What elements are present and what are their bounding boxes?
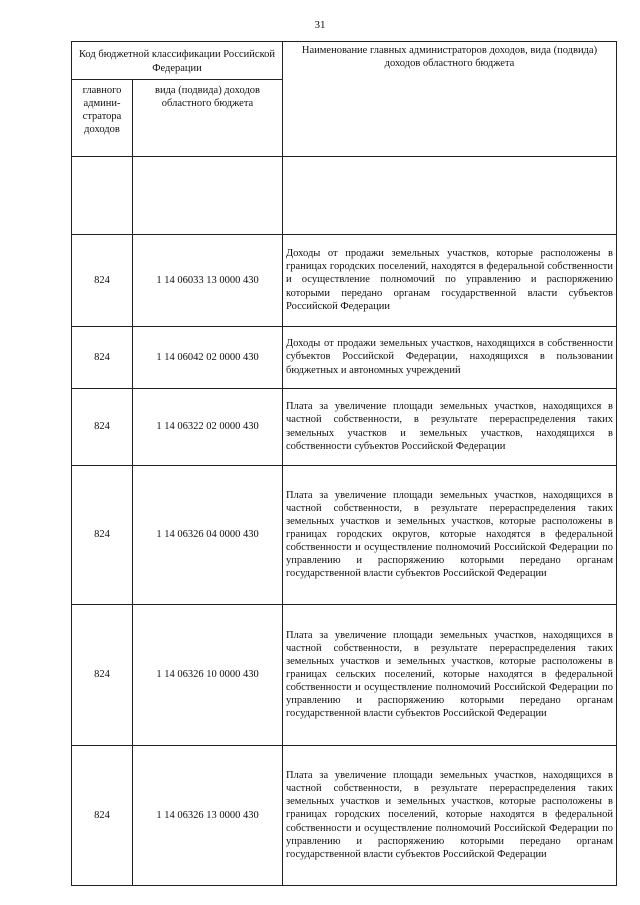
spacer-row	[72, 157, 617, 235]
description-cell: Доходы от продажи земельных участков, которые расположены в границах городских поселений, находятся в федеральной собственности и осуществление полномочий по управлению и распоряжению которыми передано органам государственной власти субъектов Российской Федерации	[283, 235, 617, 327]
revenue-code-cell: 1 14 06322 02 0000 430	[133, 389, 283, 466]
table-header-row	[72, 42, 617, 80]
admin-code-cell: 824	[72, 327, 133, 389]
description-cell: Плата за увеличение площади земельных участков, находящихся в частной собственности, в результате перераспределения таких земельных участков и земельных участков, находящихся в собственности субъектов Российской Федерации	[283, 389, 617, 466]
description-cell: Плата за увеличение площади земельных участков, находящихся в частной собственности, в результате перераспределения таких земельных участков и земельных участков, которые расположены в границах городских округов, которые находятся в федеральной собственности и осуществление полномочий Российской Федерации по управлению и распоряжению которыми передано органам государственной власти субъектов Российской Федерации	[283, 466, 617, 605]
revenue-code-cell: 1 14 06326 13 0000 430	[133, 746, 283, 886]
table-row	[72, 746, 617, 886]
header-revenue-type-code: вида (подвида) доходов областного бюджета	[133, 80, 283, 157]
table-row	[72, 466, 617, 605]
table-row	[72, 389, 617, 466]
header-administrator-code: главного админи-стратора доходов	[72, 80, 133, 157]
admin-code-cell: 824	[72, 235, 133, 327]
description-cell: Плата за увеличение площади земельных участков, находящихся в частной собственности, в результате перераспределения таких земельных участков и земельных участков, которые расположены в границах сельских поселений, которые находятся в федеральной собственности и осуществление полномочий Российской Федерации по управлению и распоряжению которыми передано органам государственной власти субъектов Российской Федерации	[283, 605, 617, 746]
admin-code-cell: 824	[72, 466, 133, 605]
table-row	[72, 235, 617, 327]
admin-code-cell: 824	[72, 389, 133, 466]
budget-classification-table	[71, 41, 617, 886]
spacer-cell	[72, 157, 133, 235]
page-number: 31	[314, 19, 326, 31]
spacer-cell	[283, 157, 617, 235]
header-classification-code: Код бюджетной классификации Российской Федерации	[72, 42, 283, 80]
table-row	[72, 327, 617, 389]
description-cell: Доходы от продажи земельных участков, находящихся в собственности субъектов Российской Федерации, находящихся в пользовании бюджетных и автономных учреждений	[283, 327, 617, 389]
admin-code-cell: 824	[72, 605, 133, 746]
revenue-code-cell: 1 14 06042 02 0000 430	[133, 327, 283, 389]
header-name-column: Наименование главных администраторов доходов, вида (подвида) доходов областного бюджета	[283, 42, 617, 157]
revenue-code-cell: 1 14 06326 04 0000 430	[133, 466, 283, 605]
spacer-cell	[133, 157, 283, 235]
admin-code-cell: 824	[72, 746, 133, 886]
revenue-code-cell: 1 14 06326 10 0000 430	[133, 605, 283, 746]
description-cell: Плата за увеличение площади земельных участков, находящихся в частной собственности, в результате перераспределения таких земельных участков и земельных участков, которые расположены в границах городских поселений, которые находятся в федеральной собственности и осуществление полномочий Российской Федерации по управлению и распоряжению которыми передано органам государственной власти субъектов Российской Федерации	[283, 746, 617, 886]
table-row	[72, 605, 617, 746]
revenue-code-cell: 1 14 06033 13 0000 430	[133, 235, 283, 327]
